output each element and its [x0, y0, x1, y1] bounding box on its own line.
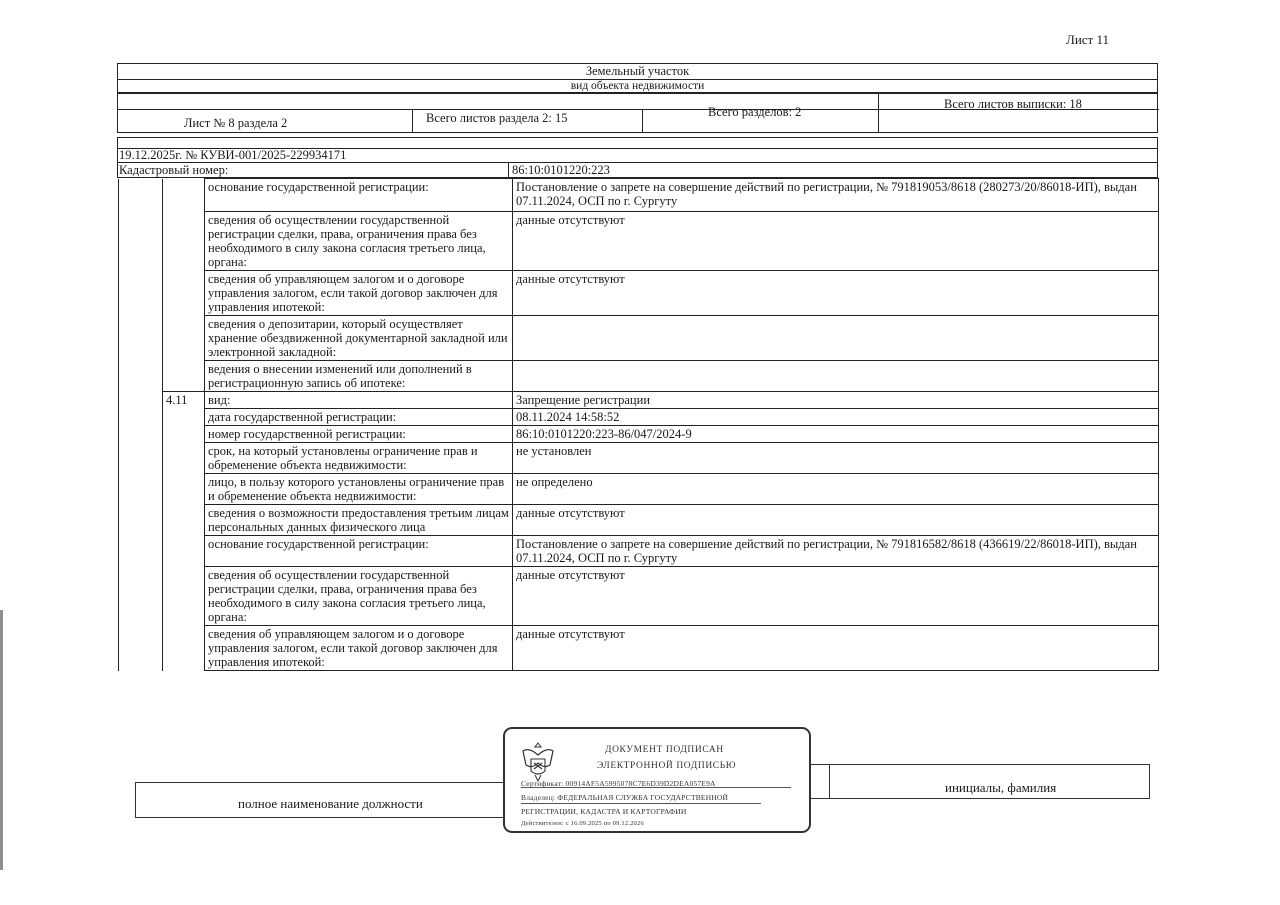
table-row [119, 212, 1159, 271]
total-sheets-section: Всего листов раздела 2: 15 [426, 111, 568, 125]
table-row [119, 505, 1159, 536]
field-label: срок, на который установлены ограничение прав и обременение объекта недвижимости: [205, 443, 513, 474]
row-number-gap [163, 179, 205, 392]
field-label: основание государственной регистрации: [205, 179, 513, 212]
registration-table [118, 178, 1159, 671]
position-line [135, 817, 505, 818]
sheet-in-section: Лист № 8 раздела 2 [184, 116, 288, 130]
sheets-divider-1 [412, 109, 413, 132]
table-row [119, 536, 1159, 567]
name-line-left [829, 764, 830, 798]
object-type: Земельный участок [585, 64, 690, 78]
object-type-caption: вид объекта недвижимости [570, 80, 705, 92]
total-sheets-extract: Всего листов выписки: 18 [944, 97, 1082, 111]
field-label: основание государственной регистрации: [205, 536, 513, 567]
row-left-gap [119, 392, 163, 671]
field-label: вид: [205, 392, 513, 409]
table-row [119, 361, 1159, 392]
position-line-top [135, 782, 505, 783]
stamp-owner-2: РЕГИСТРАЦИИ, КАДАСТРА И КАРТОГРАФИИ [521, 807, 687, 816]
field-value: данные отсутствуют [513, 567, 1159, 626]
row-left-gap [119, 179, 163, 392]
table-row [119, 474, 1159, 505]
sheets-divider-2 [642, 109, 643, 132]
table-row [119, 179, 1159, 212]
table-row [119, 626, 1159, 671]
sheet-number: Лист 11 [1066, 32, 1109, 47]
extract-number-bar [117, 148, 1158, 163]
object-type-bar [117, 63, 1158, 80]
field-value: 08.11.2024 14:58:52 [513, 409, 1159, 426]
field-label: сведения об осуществлении государственной регистрации сделки, права, ограничения права без необходимого в силу закона согласия третьего лица, органа: [205, 567, 513, 626]
field-value: Постановление о запрете на совершение действий по регистрации, № 791816582/8618 (436619/22/86018-ИП), выдан 07.11.2024, ОСП по г. Сургуту [513, 536, 1159, 567]
cadastral-label: Кадастровый номер: [119, 163, 229, 177]
field-label: дата государственной регистрации: [205, 409, 513, 426]
field-value: Постановление о запрете на совершение действий по регистрации, № 791819053/8618 (280273/20/86018-ИП), выдан 07.11.2024, ОСП по г. Сургуту [513, 179, 1159, 212]
name-line [810, 798, 1150, 799]
cadastral-bar [117, 162, 1158, 178]
field-label: сведения о возможности предоставления третьим лицам персональных данных физического лица [205, 505, 513, 536]
scan-edge-mark [0, 610, 3, 870]
name-caption: инициалы, фамилия [945, 780, 1057, 795]
stamp-title: ДОКУМЕНТ ПОДПИСАН [605, 745, 724, 755]
stamp-validity: Действителен: с 16.09.2025 по 09.12.2026 [521, 820, 644, 827]
sheets-info-bar [117, 92, 1158, 133]
total-sections: Всего разделов: 2 [708, 105, 802, 119]
stamp-owner-1: Владелец: ФЕДЕРАЛЬНАЯ СЛУЖБА ГОСУДАРСТВЕННОЙ [521, 793, 729, 802]
field-label: сведения об управляющем залогом и о договоре управления залогом, если такой договор заключен для управления ипотекой: [205, 626, 513, 671]
table-row [119, 409, 1159, 426]
stamp-rule-2 [521, 803, 761, 804]
field-label: номер государственной регистрации: [205, 426, 513, 443]
field-value: не установлен [513, 443, 1159, 474]
field-value: данные отсутствуют [513, 626, 1159, 671]
extract-date-number: 19.12.2025г. № КУВИ-001/2025-229934171 [119, 148, 347, 162]
position-caption: полное наименование должности [238, 796, 423, 811]
eagle-emblem-icon [519, 739, 557, 783]
position-line-left [135, 782, 136, 817]
table-row [119, 271, 1159, 316]
name-line-right [1149, 764, 1150, 798]
field-label: сведения об осуществлении государственной регистрации сделки, права, ограничения права без необходимого в силу закона согласия третьего лица, органа: [205, 212, 513, 271]
field-value: не определено [513, 474, 1159, 505]
field-label: сведения о депозитарии, который осуществляет хранение обездвиженной документарной закладной или электронной закладной: [205, 316, 513, 361]
stamp-subtitle: ЭЛЕКТРОННОЙ ПОДПИСЬЮ [597, 761, 737, 771]
table-row [119, 392, 1159, 409]
field-value: Запрещение регистрации [513, 392, 1159, 409]
table-row [119, 426, 1159, 443]
field-label: лицо, в пользу которого установлены ограничение прав и обременение объекта недвижимости: [205, 474, 513, 505]
section-number: 4.11 [163, 392, 205, 671]
stamp-certificate: Сертификат: 00914AF5A5995078C7E6D39D2DEA057E9A [521, 779, 716, 788]
sheets-divider-3 [878, 93, 879, 132]
table-row [119, 567, 1159, 626]
field-value: данные отсутствуют [513, 271, 1159, 316]
field-value: данные отсутствуют [513, 505, 1159, 536]
table-row [119, 443, 1159, 474]
cadastral-divider [508, 163, 509, 177]
field-value [513, 316, 1159, 361]
field-value: данные отсутствуют [513, 212, 1159, 271]
table-row [119, 316, 1159, 361]
name-line-top [810, 764, 1150, 765]
e-signature-stamp [503, 727, 811, 833]
field-label: сведения об управляющем залогом и о договоре управления залогом, если такой договор заключен для управления ипотекой: [205, 271, 513, 316]
field-label: ведения о внесении изменений или дополнений в регистрационную запись об ипотеке: [205, 361, 513, 392]
field-value [513, 361, 1159, 392]
field-value: 86:10:0101220:223-86/047/2024-9 [513, 426, 1159, 443]
cadastral-number: 86:10:0101220:223 [512, 163, 610, 177]
